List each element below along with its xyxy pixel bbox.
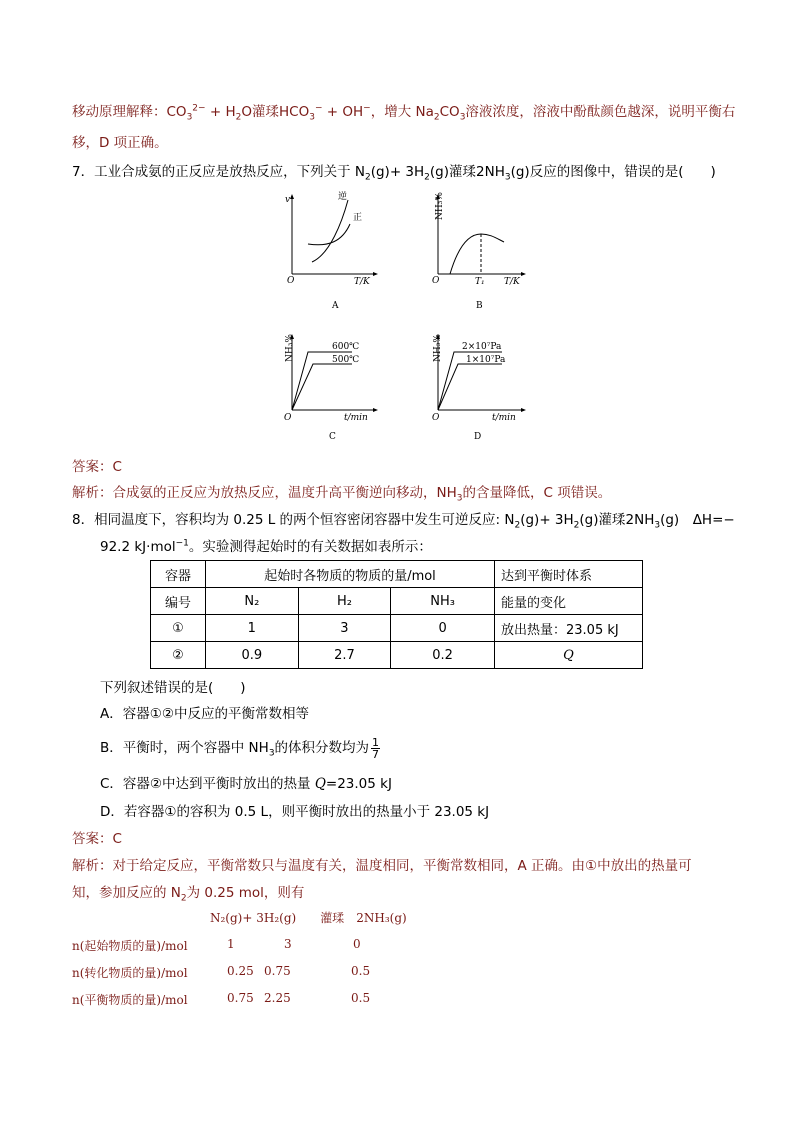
- answer-8: 答案：C: [72, 831, 122, 847]
- graph-d-2e7-label: 2×10⁷Pa: [462, 342, 502, 352]
- prev-explanation-line2: 移，D 项正确。: [72, 135, 168, 151]
- table-row: [151, 642, 643, 669]
- graph-d-1e7-label: 1×10⁷Pa: [466, 355, 506, 365]
- graph-b: [428, 192, 538, 317]
- graph-a-reverse-label: 逆: [338, 192, 348, 202]
- calc-cell: 1: [227, 937, 235, 951]
- calc-cell: 0.5: [351, 964, 371, 978]
- calc-cell: 0.75: [264, 964, 291, 978]
- graph-d: [428, 332, 538, 447]
- explanation-8-line2: 知，参加反应的 $N_2$为 0.25 mol，则有: [72, 885, 305, 904]
- explanation-7: 解析：合成氨的正反应为放热反应，温度升高平衡逆向移动，$NH_3$的含量降低，C 项错误。: [72, 485, 612, 504]
- calc-cell: 2.25: [264, 991, 291, 1005]
- answer-7: 答案：C: [72, 459, 122, 475]
- graph-b-caption: B: [476, 301, 483, 311]
- question-8-stem: 8．相同温度下，容积均为 0.25 L 的两个恒容密闭容器中发生可逆反应: $N_2(g)+ 3H_2(g)$灌瑈$2NH_3(g)$ ΔH=−: [72, 512, 735, 531]
- graph-d-x-label: t/min: [492, 413, 516, 423]
- option-d: D．若容器①的容积为 0.5 L，则平衡时放出的热量小于 23.05 kJ: [100, 804, 490, 820]
- graph-a-origin: O: [287, 276, 295, 286]
- graph-c-origin: O: [284, 413, 292, 423]
- graph-c-500-label: 500℃: [332, 355, 360, 365]
- data-table: [150, 560, 643, 669]
- graph-b-x-label: T/K: [504, 277, 520, 287]
- table-cell: ①: [151, 615, 206, 642]
- graph-b-t1-label: T₁: [475, 277, 485, 287]
- fraction-one-seventh: $\frac{1}{7}$: [372, 735, 380, 761]
- table-cell: 0.9: [206, 642, 299, 669]
- table-cell: ②: [151, 642, 206, 669]
- prev-explanation-line1: 移动原理解释：$CO_3^{2-} + H_2O$灌瑈$HCO_3^- + OH^-$，增大 $Na_2CO_3$溶液浓度，溶液中酚酞颜色越深，说明平衡右: [72, 103, 736, 123]
- table-cell: 放出热量：23.05 kJ: [495, 615, 643, 642]
- table-cell: 1: [206, 615, 299, 642]
- calc-row-label: n(转化物质的量)/mol: [72, 966, 188, 980]
- calc-cell: 0.5: [351, 991, 371, 1005]
- table-header-id: 编号: [151, 588, 206, 615]
- calc-cell: 3: [284, 937, 292, 951]
- calc-cell: 0: [353, 937, 361, 951]
- graph-a-y-label: v: [285, 195, 291, 205]
- graph-c-x-label: t/min: [344, 413, 368, 423]
- calc-row-label: n(起始物质的量)/mol: [72, 939, 188, 953]
- graph-a: [280, 192, 390, 317]
- table-row: [151, 615, 643, 642]
- table-header-initial-amounts: 起始时各物质的物质的量/mol: [206, 561, 495, 588]
- option-b: B．平衡时，两个容器中 $NH_3$的体积分数均为 $\frac{1}{7}$: [100, 735, 380, 761]
- graph-c-caption: C: [329, 432, 336, 442]
- equilibrium-symbol: 灌瑈: [252, 104, 279, 120]
- graph-a-forward-label: 正: [353, 213, 363, 223]
- question-8-prompt: 下列叙述错误的是( ): [100, 680, 246, 696]
- table-cell: Q: [495, 642, 643, 669]
- calc-cell: 0.75: [227, 991, 254, 1005]
- option-a: A．容器①②中反应的平衡常数相等: [100, 706, 309, 722]
- graph-b-y-label: NH₃%: [435, 192, 445, 220]
- graph-c-600-label: 600℃: [332, 342, 360, 352]
- table-cell: 2.7: [298, 642, 391, 669]
- calc-equation: N₂(g)+ 3H₂(g) 灌瑈 2NH₃(g): [210, 911, 407, 925]
- graph-c-y-label: NH₃%: [285, 334, 295, 362]
- table-header-nh3: NH₃: [391, 588, 495, 615]
- graph-d-y-label: NH₃%: [433, 334, 443, 362]
- table-header-h2: H₂: [298, 588, 391, 615]
- table-cell: 0.2: [391, 642, 495, 669]
- calc-cell: 0.25: [227, 964, 254, 978]
- graph-a-caption: A: [332, 301, 339, 311]
- explanation-8-line1: 解析：对于给定反应，平衡常数只与温度有关，温度相同，平衡常数相同，A 正确。由①中放出的热量可: [72, 858, 692, 874]
- table-header-energy-a: 达到平衡时体系: [495, 561, 643, 588]
- question-8-stem-line2: 92.2 kJ·mol$^{-1}$。实验测得起始时的有关数据如表所示：: [100, 538, 432, 555]
- calc-row-label: n(平衡物质的量)/mol: [72, 993, 188, 1007]
- graph-c: [280, 332, 390, 447]
- graph-d-caption: D: [474, 432, 482, 442]
- graph-b-origin: O: [432, 276, 440, 286]
- equilibrium-symbol: 灌瑈: [449, 164, 477, 180]
- equilibrium-symbol: 灌瑈: [598, 512, 626, 528]
- table-header-energy-b: 能量的变化: [495, 588, 643, 615]
- table-cell: 0: [391, 615, 495, 642]
- table-header-n2: N₂: [206, 588, 299, 615]
- graph-a-x-label: T/K: [354, 277, 370, 287]
- option-c: C．容器②中达到平衡时放出的热量 Q=23.05 kJ: [100, 776, 392, 792]
- table-cell: 3: [298, 615, 391, 642]
- table-header-container: 容器: [151, 561, 206, 588]
- graph-d-origin: O: [432, 413, 440, 423]
- question-7-stem: 7．工业合成氨的正反应是放热反应，下列关于 $N_2(g)+ 3H_2(g)$灌瑈$2NH_3(g)$反应的图像中，错误的是( ): [72, 164, 716, 183]
